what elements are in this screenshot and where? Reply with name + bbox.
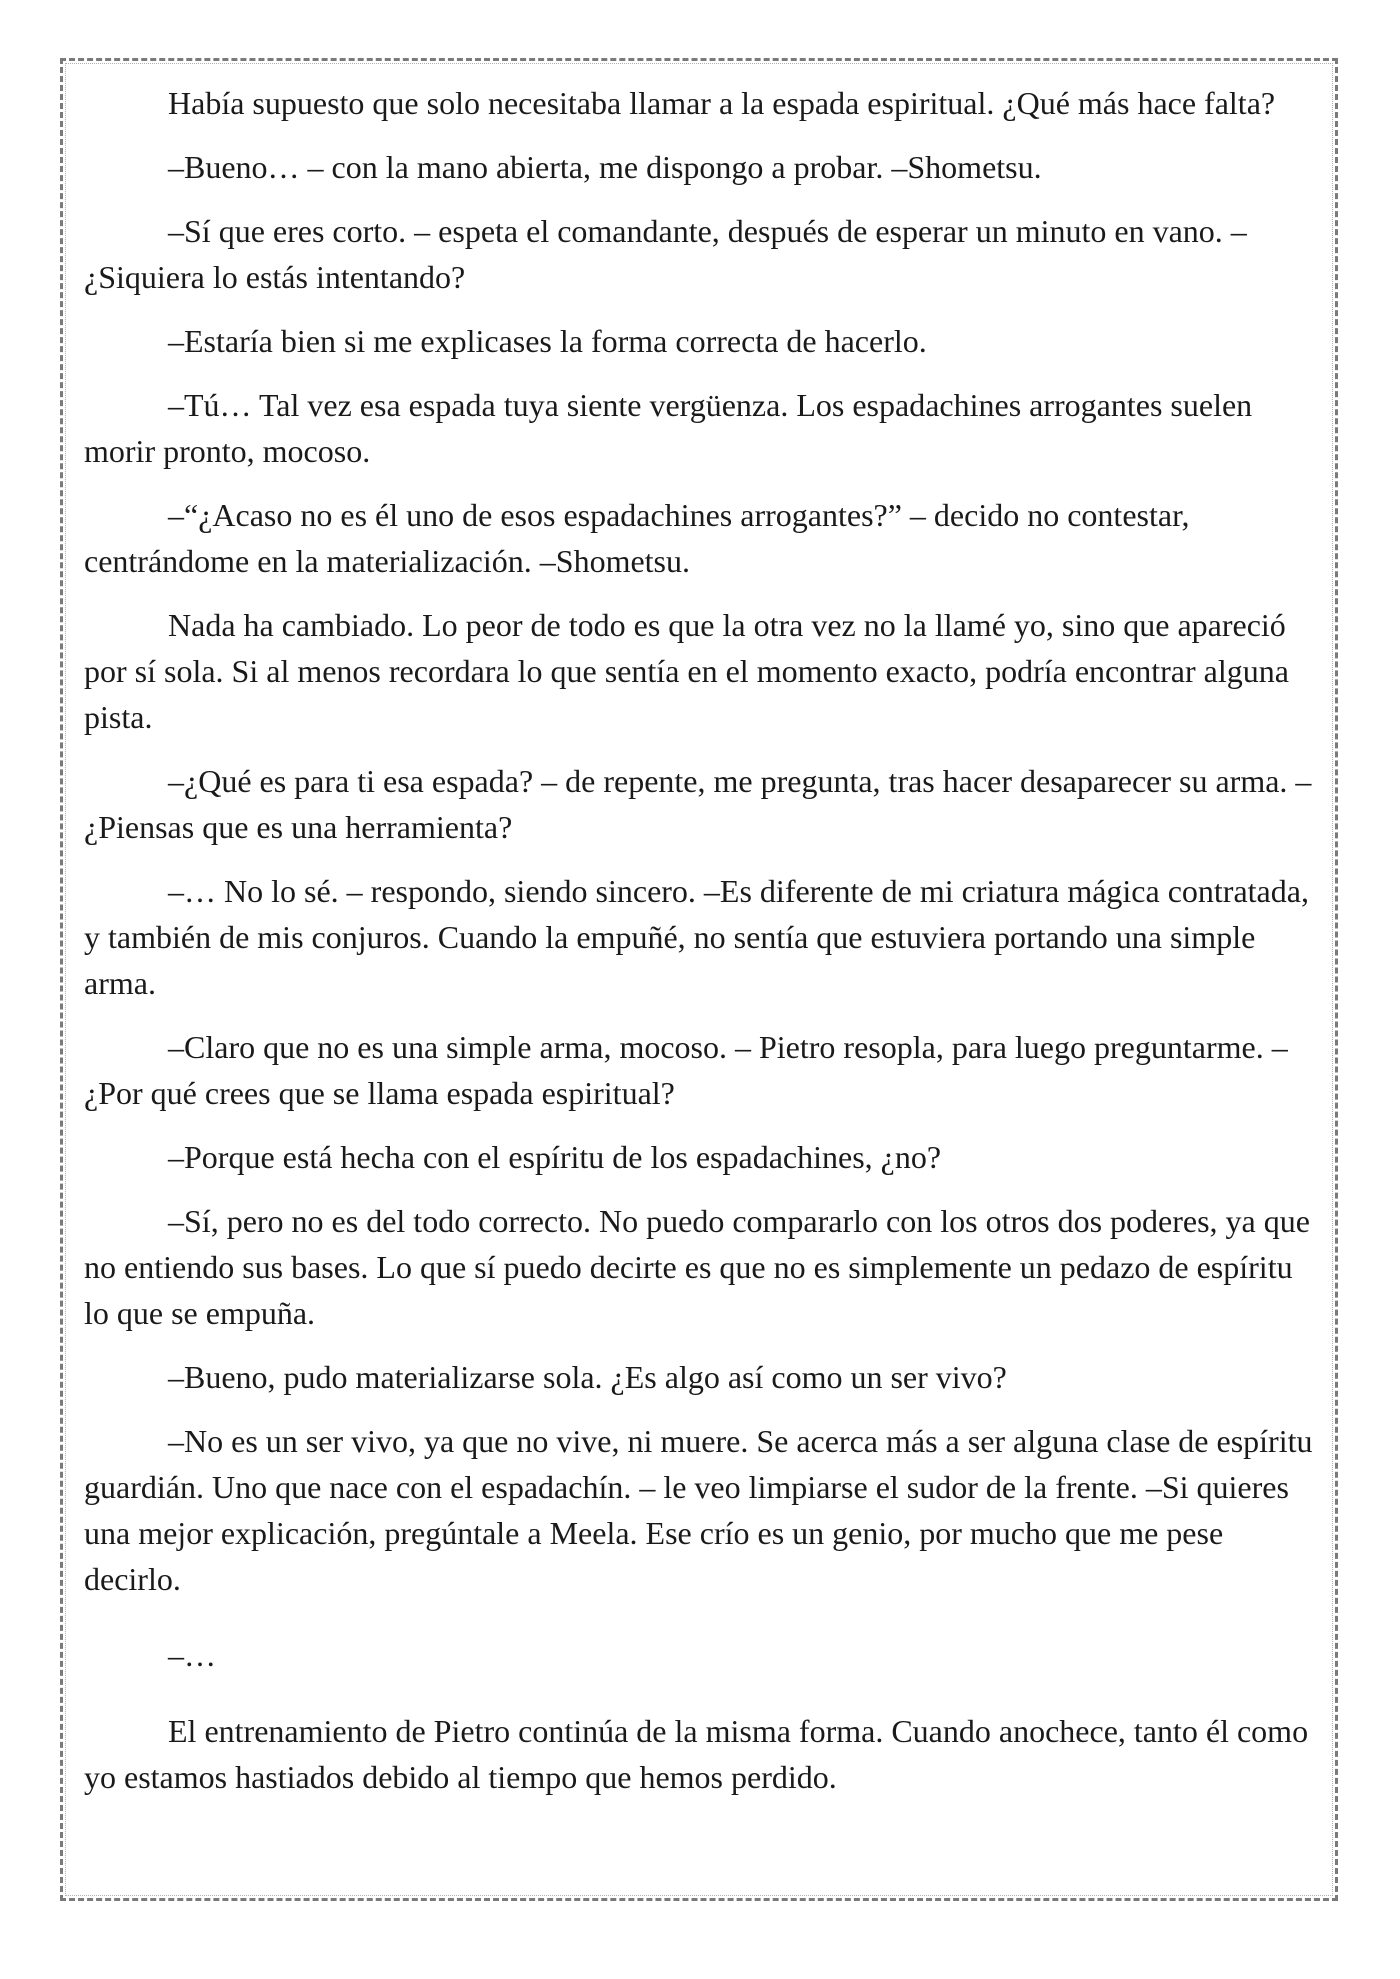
paragraph: –Claro que no es una simple arma, mocoso. – Pietro resopla, para luego preguntarme. –¿Por qué crees que se llama espada espiritual? [84, 1029, 1288, 1111]
paragraph: –Estaría bien si me explicases la forma correcta de hacerlo. [168, 323, 927, 359]
paragraph: Nada ha cambiado. Lo peor de todo es que la otra vez no la llamé yo, sino que apareció por sí sola. Si al menos recordara lo que sentía en el momento exacto, podría encontrar alguna pista. [84, 607, 1289, 735]
paragraph: –“¿Acaso no es él uno de esos espadachines arrogantes?” – decido no contestar, centrándome en la materialización. –Shometsu. [84, 497, 1190, 579]
paragraph: –… No lo sé. – respondo, siendo sincero. –Es diferente de mi criatura mágica contratada, y también de mis conjuros. Cuando la empuñé, no sentía que estuviera portando una simple arma. [84, 873, 1309, 1001]
paragraph: El entrenamiento de Pietro continúa de la misma forma. Cuando anochece, tanto él como yo estamos hastiados debido al tiempo que hemos perdido. [84, 1713, 1309, 1795]
paragraph: –… [168, 1637, 216, 1673]
paragraph: –Bueno, pudo materializarse sola. ¿Es algo así como un ser vivo? [168, 1359, 1007, 1395]
paragraph: –¿Qué es para ti esa espada? – de repente, me pregunta, tras hacer desaparecer su arma. –¿Piensas que es una herramienta? [84, 763, 1312, 845]
paragraph: –Sí que eres corto. – espeta el comandante, después de esperar un minuto en vano. –¿Siquiera lo estás intentando? [84, 213, 1247, 295]
paragraph: –Bueno… – con la mano abierta, me dispongo a probar. –Shometsu. [168, 149, 1042, 185]
document-body [84, 80, 1316, 1818]
paragraph: –Tú… Tal vez esa espada tuya siente vergüenza. Los espadachines arrogantes suelen morir pronto, mocoso. [84, 387, 1253, 469]
paragraph: Había supuesto que solo necesitaba llamar a la espada espiritual. ¿Qué más hace falta? [168, 85, 1276, 121]
paragraph: –No es un ser vivo, ya que no vive, ni muere. Se acerca más a ser alguna clase de espíritu guardián. Uno que nace con el espadachín. – le veo limpiarse el sudor de la frente. –Si quieres una mejor explicación, pregúntale a Meela. Ese crío es un genio, por mucho que me pese decirlo. [84, 1423, 1313, 1597]
paragraph: –Porque está hecha con el espíritu de los espadachines, ¿no? [168, 1139, 942, 1175]
paragraph: –Sí, pero no es del todo correcto. No puedo compararlo con los otros dos poderes, ya que no entiendo sus bases. Lo que sí puedo decirte es que no es simplemente un pedazo de espíritu lo que se empuña. [84, 1203, 1310, 1331]
